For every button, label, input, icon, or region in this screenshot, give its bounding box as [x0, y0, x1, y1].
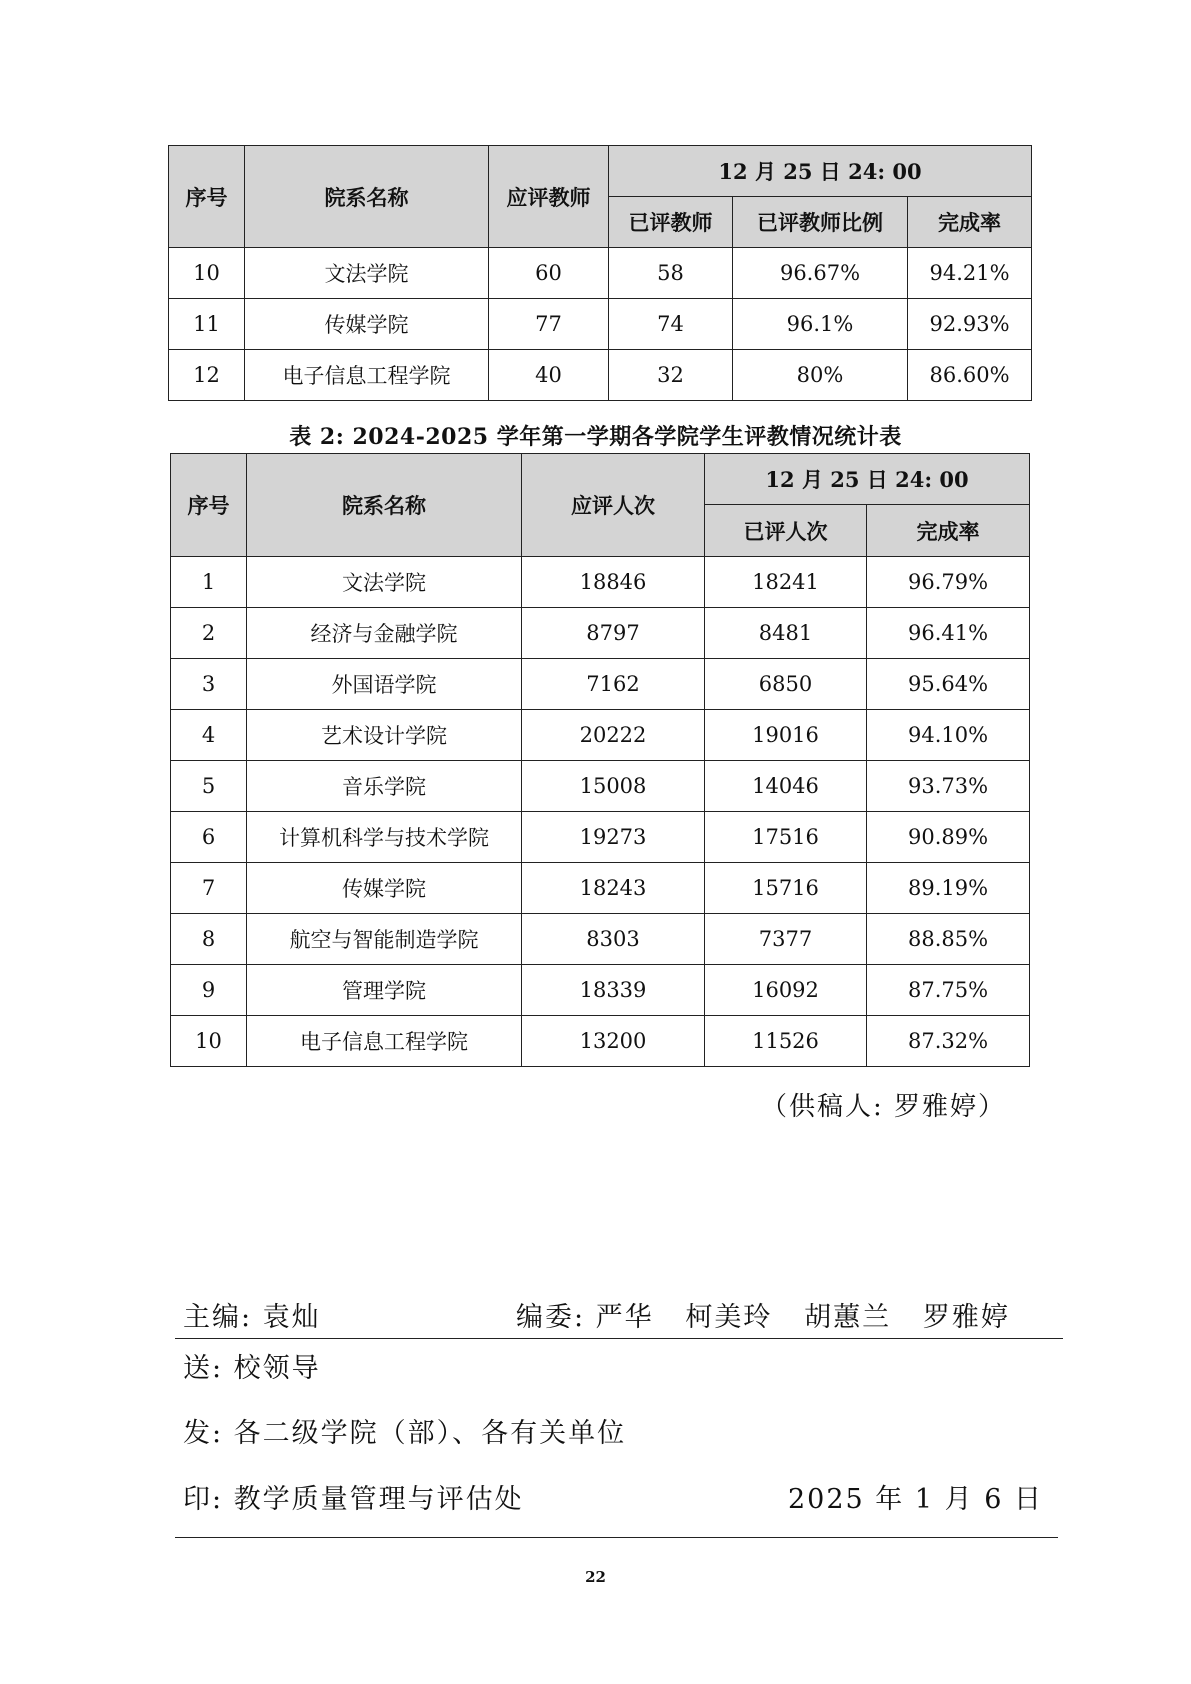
- cell-rate: 95.64%: [867, 659, 1030, 710]
- cell-ratio: 80%: [733, 350, 908, 401]
- send-to: 送: 校领导: [183, 1353, 321, 1384]
- table-row: [171, 608, 1030, 659]
- cell-no: 1: [171, 557, 247, 608]
- table-row: [171, 965, 1030, 1016]
- cell-done: 18241: [705, 557, 867, 608]
- cell-done: 8481: [705, 608, 867, 659]
- footer-rule-bottom: [175, 1537, 1058, 1538]
- cell-rate: 87.75%: [867, 965, 1030, 1016]
- contributor: （供稿人: 罗雅婷）: [760, 1092, 1006, 1122]
- distribute-to: 发: 各二级学院（部）、各有关单位: [183, 1418, 627, 1449]
- cell-expected: 7162: [522, 659, 705, 710]
- cell-done: 17516: [705, 812, 867, 863]
- header-no: 序号: [171, 454, 247, 557]
- cell-dept: 传媒学院: [245, 299, 489, 350]
- cell-expected: 60: [489, 248, 609, 299]
- cell-rate: 96.41%: [867, 608, 1030, 659]
- header-dept: 院系名称: [247, 454, 522, 557]
- cell-done: 14046: [705, 761, 867, 812]
- cell-dept: 传媒学院: [247, 863, 522, 914]
- cell-done: 11526: [705, 1016, 867, 1067]
- cell-dept: 管理学院: [247, 965, 522, 1016]
- cell-expected: 8797: [522, 608, 705, 659]
- cell-no: 3: [171, 659, 247, 710]
- page-number: 22: [585, 1568, 606, 1586]
- cell-no: 7: [171, 863, 247, 914]
- cell-done: 74: [609, 299, 733, 350]
- cell-rate: 93.73%: [867, 761, 1030, 812]
- table-row: [171, 710, 1030, 761]
- header-rate: 完成率: [908, 197, 1032, 248]
- cell-dept: 文法学院: [245, 248, 489, 299]
- cell-no: 8: [171, 914, 247, 965]
- table-row: [171, 659, 1030, 710]
- cell-rate: 96.79%: [867, 557, 1030, 608]
- cell-expected: 20222: [522, 710, 705, 761]
- cell-expected: 18846: [522, 557, 705, 608]
- cell-expected: 18339: [522, 965, 705, 1016]
- cell-rate: 88.85%: [867, 914, 1030, 965]
- cell-dept: 电子信息工程学院: [245, 350, 489, 401]
- cell-dept: 文法学院: [247, 557, 522, 608]
- header-done: 已评教师: [609, 197, 733, 248]
- cell-rate: 87.32%: [867, 1016, 1030, 1067]
- cell-expected: 77: [489, 299, 609, 350]
- cell-dept: 音乐学院: [247, 761, 522, 812]
- header-no: 序号: [169, 146, 245, 248]
- cell-dept: 电子信息工程学院: [247, 1016, 522, 1067]
- cell-dept: 经济与金融学院: [247, 608, 522, 659]
- cell-no: 12: [169, 350, 245, 401]
- table-row: [171, 761, 1030, 812]
- cell-done: 16092: [705, 965, 867, 1016]
- cell-rate: 90.89%: [867, 812, 1030, 863]
- cell-done: 58: [609, 248, 733, 299]
- cell-rate: 86.60%: [908, 350, 1032, 401]
- header-time-group: 12 月 25 日 24: 00: [705, 454, 1030, 505]
- header-rate: 完成率: [867, 505, 1030, 557]
- cell-expected: 40: [489, 350, 609, 401]
- cell-rate: 94.21%: [908, 248, 1032, 299]
- issue-date: 2025 年 1 月 6 日: [788, 1484, 1043, 1515]
- footer-rule-top: [175, 1338, 1063, 1339]
- cell-rate: 89.19%: [867, 863, 1030, 914]
- table-row: [171, 812, 1030, 863]
- student-evaluation-table: [170, 453, 1030, 1067]
- cell-no: 6: [171, 812, 247, 863]
- table-row: [171, 863, 1030, 914]
- cell-no: 2: [171, 608, 247, 659]
- cell-rate: 94.10%: [867, 710, 1030, 761]
- header-done: 已评人次: [705, 505, 867, 557]
- cell-expected: 13200: [522, 1016, 705, 1067]
- cell-ratio: 96.1%: [733, 299, 908, 350]
- cell-expected: 8303: [522, 914, 705, 965]
- table-row: [171, 557, 1030, 608]
- teacher-evaluation-table: [168, 145, 1032, 401]
- header-dept: 院系名称: [245, 146, 489, 248]
- cell-no: 9: [171, 965, 247, 1016]
- cell-no: 11: [169, 299, 245, 350]
- header-expected: 应评人次: [522, 454, 705, 557]
- cell-done: 15716: [705, 863, 867, 914]
- table-row: [169, 248, 1032, 299]
- editorial-committee: 编委: 严华 柯美玲 胡蕙兰 罗雅婷: [516, 1302, 1010, 1333]
- cell-done: 7377: [705, 914, 867, 965]
- header-expected: 应评教师: [489, 146, 609, 248]
- table-row: [171, 914, 1030, 965]
- header-ratio: 已评教师比例: [733, 197, 908, 248]
- cell-no: 10: [169, 248, 245, 299]
- cell-dept: 艺术设计学院: [247, 710, 522, 761]
- printed-by: 印: 教学质量管理与评估处: [183, 1484, 524, 1515]
- cell-dept: 计算机科学与技术学院: [247, 812, 522, 863]
- table2-caption: 表 2: 2024-2025 学年第一学期各学院学生评教情况统计表: [289, 424, 902, 450]
- table-row: [169, 350, 1032, 401]
- cell-done: 6850: [705, 659, 867, 710]
- cell-no: 10: [171, 1016, 247, 1067]
- cell-ratio: 96.67%: [733, 248, 908, 299]
- table-row: [171, 1016, 1030, 1067]
- cell-no: 5: [171, 761, 247, 812]
- cell-done: 19016: [705, 710, 867, 761]
- cell-dept: 外国语学院: [247, 659, 522, 710]
- cell-dept: 航空与智能制造学院: [247, 914, 522, 965]
- table-row: [169, 299, 1032, 350]
- cell-expected: 18243: [522, 863, 705, 914]
- editor: 主编: 袁灿: [183, 1302, 321, 1333]
- header-time-group: 12 月 25 日 24: 00: [609, 146, 1032, 197]
- cell-expected: 15008: [522, 761, 705, 812]
- cell-expected: 19273: [522, 812, 705, 863]
- cell-rate: 92.93%: [908, 299, 1032, 350]
- cell-done: 32: [609, 350, 733, 401]
- cell-no: 4: [171, 710, 247, 761]
